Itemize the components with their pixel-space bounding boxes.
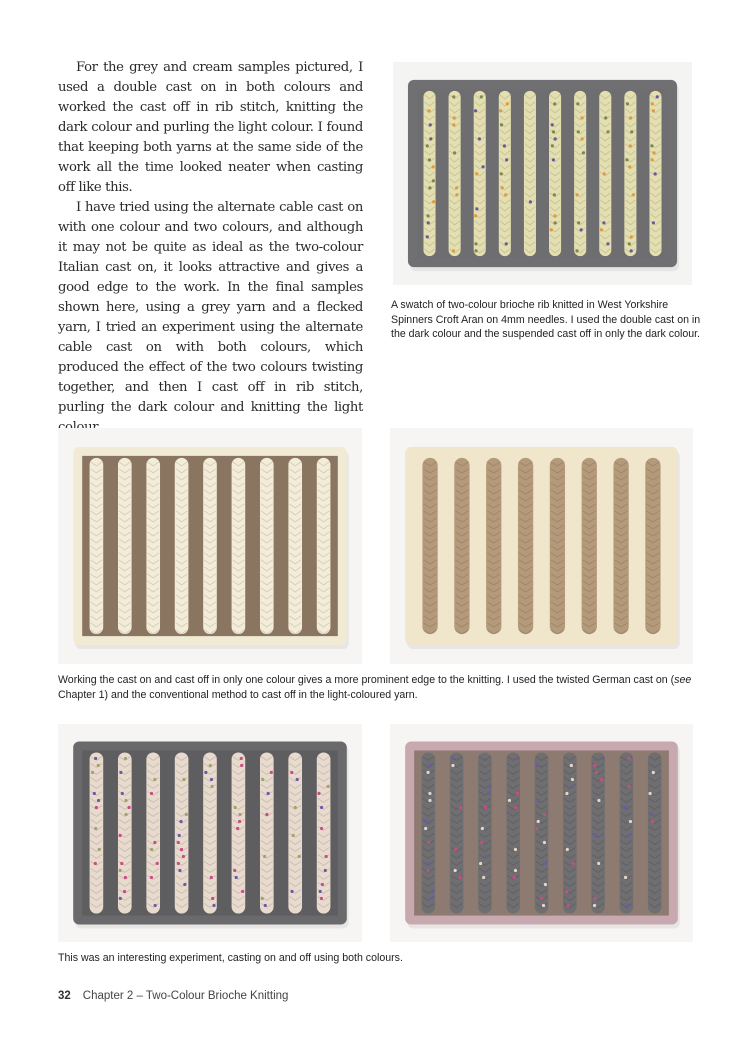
fleck <box>514 869 517 872</box>
fleck <box>551 144 554 147</box>
fleck <box>654 172 657 175</box>
fleck <box>594 834 597 837</box>
fleck <box>428 186 431 189</box>
swatch-drawing <box>393 62 692 285</box>
caption-middle <box>58 673 698 702</box>
fleck <box>455 186 458 189</box>
rib <box>563 752 577 913</box>
fleck <box>577 130 580 133</box>
fleck <box>506 102 509 105</box>
fleck <box>233 869 236 872</box>
fleck <box>292 834 295 837</box>
fleck <box>204 771 207 774</box>
rib <box>232 752 246 913</box>
fleck <box>458 876 461 879</box>
fleck <box>500 172 503 175</box>
fleck <box>320 827 323 830</box>
fleck <box>240 764 243 767</box>
rib <box>118 752 132 913</box>
fleck <box>474 249 477 252</box>
fleck <box>544 883 547 886</box>
fleck <box>119 869 122 872</box>
fleck <box>600 778 603 781</box>
fleck <box>150 876 153 879</box>
fleck <box>601 757 604 760</box>
fleck <box>119 771 122 774</box>
caption-text: Chapter 1) and the conventional method to cast off in the light-coloured yarn. <box>58 688 418 701</box>
fleck <box>487 792 490 795</box>
fleck <box>537 799 540 802</box>
caption-see: see <box>674 674 692 686</box>
fleck <box>320 897 323 900</box>
fleck <box>553 214 556 217</box>
fleck <box>581 137 584 140</box>
fleck <box>571 785 574 788</box>
fleck <box>270 771 273 774</box>
fleck <box>575 249 578 252</box>
fleck <box>426 214 429 217</box>
fleck <box>512 876 515 879</box>
fleck <box>432 165 435 168</box>
photo-swatch-brown-cream-back <box>390 428 693 664</box>
fleck <box>150 792 153 795</box>
rib <box>506 752 520 913</box>
fleck <box>565 890 568 893</box>
fleck <box>153 778 156 781</box>
fleck <box>649 792 652 795</box>
photo-swatch-grey-fleck-back <box>390 724 693 942</box>
fleck <box>153 841 156 844</box>
fleck <box>629 144 632 147</box>
fleck <box>628 165 631 168</box>
fleck <box>553 193 556 196</box>
fleck <box>624 876 627 879</box>
fleck <box>454 848 457 851</box>
photo-swatch-brown-cream-front <box>58 428 362 664</box>
fleck <box>290 890 293 893</box>
fleck <box>481 165 484 168</box>
caption-text: Working the cast on and cast off in only one colour gives a more prominent edge to the knitting. I used the twisted German cast on ( <box>58 674 675 686</box>
fleck <box>481 827 484 830</box>
fleck <box>124 876 127 879</box>
fleck <box>97 799 100 802</box>
fleck <box>626 102 629 105</box>
fleck <box>427 862 430 865</box>
fleck <box>320 806 323 809</box>
fleck <box>97 764 100 767</box>
fleck <box>428 792 431 795</box>
fleck <box>651 158 654 161</box>
rib <box>175 752 189 913</box>
page-footer <box>58 990 288 1002</box>
fleck <box>428 158 431 161</box>
fleck <box>94 862 97 865</box>
paragraph: For the grey and cream samples pictured, I used a double cast on in both colours and worked the cast off in rib stitch, knitting the dark colour and purling the light colour. I found that keeping both yarns at the same side of the work all the time looked neater when casting off like this. <box>58 60 363 195</box>
swatch-drawing <box>58 428 362 664</box>
rib <box>450 752 464 913</box>
fleck <box>95 806 98 809</box>
fleck <box>651 820 654 823</box>
fleck <box>426 771 429 774</box>
fleck <box>265 813 268 816</box>
fleck <box>182 778 185 781</box>
fleck <box>296 778 299 781</box>
fleck <box>479 862 482 865</box>
fleck <box>183 883 186 886</box>
photo-swatch-grey-fleck-front <box>58 724 362 942</box>
fleck <box>182 855 185 858</box>
fleck <box>424 827 427 830</box>
fleck <box>91 771 94 774</box>
fleck <box>429 137 432 140</box>
fleck <box>488 785 491 788</box>
fleck <box>238 820 241 823</box>
swatch-drawing <box>390 428 693 664</box>
fleck <box>210 876 213 879</box>
fleck <box>656 95 659 98</box>
fleck <box>625 158 628 161</box>
fleck <box>455 193 458 196</box>
fleck <box>570 764 573 767</box>
paragraph: I have tried using the alternate cable cast on with one colour and two colours, and although it may not be quite as ideal as the two-colour Italian cast on, it looks attractive and gives a good edge to the work. In the final samples shown here, using a grey yarn and a flecked yarn, I tried an experiment using the alternate cable cast on with both colours, which produced the effect of the two colours twisting together, and then I cast off in rib stitch, purling the dark colour and knitting the light <box>58 200 363 415</box>
fleck <box>484 806 487 809</box>
fleck <box>577 221 580 224</box>
swatch-drawing <box>390 724 693 942</box>
fleck <box>177 841 180 844</box>
fleck <box>500 123 503 126</box>
caption-swatch-top: A swatch of two-colour brioche rib knitted in West Yorkshire Spinners Croft Aran on 4mm needles. I used the double cast on in the dark colour and the suspended cast off in only the dark colour. <box>391 299 701 340</box>
fleck <box>290 771 293 774</box>
fleck <box>571 862 574 865</box>
fleck <box>537 820 540 823</box>
fleck <box>120 862 123 865</box>
fleck <box>119 897 122 900</box>
fleck <box>210 778 213 781</box>
fleck <box>123 890 126 893</box>
fleck <box>156 862 159 865</box>
swatch-body <box>414 456 669 636</box>
fleck <box>626 904 629 907</box>
rib <box>478 752 492 913</box>
fleck <box>482 876 485 879</box>
fleck <box>426 869 429 872</box>
fleck <box>93 792 96 795</box>
fleck <box>550 228 553 231</box>
fleck <box>178 869 181 872</box>
fleck <box>505 158 508 161</box>
rib <box>422 458 437 634</box>
fleck <box>624 806 627 809</box>
fleck <box>178 834 181 837</box>
fleck <box>606 242 609 245</box>
fleck <box>535 764 538 767</box>
fleck <box>480 841 483 844</box>
rib <box>550 458 565 634</box>
fleck <box>474 109 477 112</box>
rib <box>613 458 628 634</box>
fleck <box>261 897 264 900</box>
rib <box>582 458 597 634</box>
fleck <box>582 151 585 154</box>
fleck <box>475 172 478 175</box>
fleck <box>630 130 633 133</box>
fleck <box>535 827 538 830</box>
fleck <box>478 137 481 140</box>
fleck <box>325 855 328 858</box>
fleck <box>236 827 239 830</box>
fleck <box>298 855 301 858</box>
fleck <box>94 827 97 830</box>
fleck <box>505 242 508 245</box>
fleck <box>240 757 243 760</box>
fleck <box>554 137 557 140</box>
rib <box>146 752 160 913</box>
fleck <box>602 221 605 224</box>
fleck <box>453 151 456 154</box>
fleck <box>124 799 127 802</box>
fleck <box>454 869 457 872</box>
fleck <box>630 235 633 238</box>
fleck <box>453 116 456 119</box>
fleck <box>553 102 556 105</box>
fleck <box>651 102 654 105</box>
fleck <box>321 883 324 886</box>
fleck <box>567 904 570 907</box>
rib <box>486 458 501 634</box>
fleck <box>552 130 555 133</box>
fleck <box>649 813 652 816</box>
fleck <box>606 130 609 133</box>
fleck <box>459 806 462 809</box>
fleck <box>431 890 434 893</box>
fleck <box>627 757 630 760</box>
fleck <box>432 200 435 203</box>
fleck <box>652 151 655 154</box>
fleck <box>552 158 555 161</box>
fleck <box>212 904 215 907</box>
fleck <box>426 144 429 147</box>
rib <box>591 752 605 913</box>
fleck <box>267 792 270 795</box>
fleck <box>432 179 435 182</box>
fleck <box>241 890 244 893</box>
fleck <box>177 862 180 865</box>
fleck <box>127 806 130 809</box>
fleck <box>150 848 153 851</box>
fleck <box>627 834 630 837</box>
running-footer-chapter: Chapter 2 – Two-Colour Brioche Knitting <box>82 990 289 1002</box>
fleck <box>209 764 212 767</box>
fleck <box>452 249 455 252</box>
fleck <box>238 813 241 816</box>
fleck <box>119 834 122 837</box>
fleck <box>595 771 598 774</box>
fleck <box>499 109 502 112</box>
fleck <box>474 214 477 217</box>
fleck <box>452 757 455 760</box>
fleck <box>554 221 557 224</box>
swatch-drawing <box>58 724 362 942</box>
fleck <box>124 813 127 816</box>
fleck <box>632 193 635 196</box>
fleck <box>571 778 574 781</box>
fleck <box>565 792 568 795</box>
fleck <box>98 848 101 851</box>
rib <box>620 752 634 913</box>
fleck <box>580 116 583 119</box>
fleck <box>427 841 430 844</box>
fleck <box>317 792 320 795</box>
fleck <box>516 757 519 760</box>
fleck <box>597 862 600 865</box>
fleck <box>542 904 545 907</box>
fleck <box>426 235 429 238</box>
fleck <box>427 109 430 112</box>
rib <box>203 752 217 913</box>
fleck <box>124 757 127 760</box>
fleck <box>604 116 607 119</box>
fleck <box>154 904 157 907</box>
fleck <box>597 799 600 802</box>
fleck <box>424 820 427 823</box>
fleck <box>327 785 330 788</box>
rib <box>518 458 533 634</box>
rib <box>422 752 436 913</box>
fleck <box>261 778 264 781</box>
fleck <box>529 200 532 203</box>
fleck <box>566 848 569 851</box>
fleck <box>179 820 182 823</box>
fleck <box>540 897 543 900</box>
page-number: 32 <box>58 990 71 1002</box>
rib <box>645 458 660 634</box>
fleck <box>429 123 432 126</box>
fleck <box>474 242 477 245</box>
rib <box>288 752 302 913</box>
fleck <box>503 144 506 147</box>
rib <box>317 752 331 913</box>
fleck <box>652 221 655 224</box>
fleck <box>429 764 432 767</box>
fleck <box>603 172 606 175</box>
fleck <box>580 228 583 231</box>
fleck <box>593 897 596 900</box>
fleck <box>600 228 603 231</box>
body-text <box>58 58 363 438</box>
fleck <box>516 792 519 795</box>
fleck <box>324 869 327 872</box>
fleck <box>543 813 546 816</box>
fleck <box>210 785 213 788</box>
fleck <box>628 242 631 245</box>
photo-swatch-grey-flecked <box>393 62 692 285</box>
fleck <box>593 904 596 907</box>
rib <box>454 458 469 634</box>
caption-bottom: This was an interesting experiment, casting on and off using both colours. <box>58 952 403 964</box>
fleck <box>121 792 124 795</box>
rib <box>260 752 274 913</box>
fleck <box>485 855 488 858</box>
fleck <box>430 897 433 900</box>
fleck <box>504 193 507 196</box>
fleck <box>501 186 504 189</box>
fleck <box>593 764 596 767</box>
fleck <box>575 193 578 196</box>
fleck <box>508 799 511 802</box>
fleck <box>294 806 297 809</box>
fleck <box>628 785 631 788</box>
fleck <box>452 95 455 98</box>
fleck <box>544 862 547 865</box>
fleck <box>630 249 633 252</box>
fleck <box>650 144 653 147</box>
fleck <box>480 95 483 98</box>
rib <box>648 752 662 913</box>
fleck <box>514 848 517 851</box>
fleck <box>452 123 455 126</box>
fleck <box>211 897 214 900</box>
fleck <box>94 757 97 760</box>
fleck <box>185 813 188 816</box>
rib <box>535 752 549 913</box>
fleck <box>263 855 266 858</box>
rib <box>90 752 104 913</box>
fleck <box>427 221 430 224</box>
fleck <box>576 102 579 105</box>
fleck <box>234 806 237 809</box>
fleck <box>551 123 554 126</box>
fleck <box>652 771 655 774</box>
fleck <box>235 876 238 879</box>
fleck <box>428 799 431 802</box>
fleck <box>652 109 655 112</box>
fleck <box>319 890 322 893</box>
fleck <box>475 207 478 210</box>
fleck <box>514 806 517 809</box>
fleck <box>264 904 267 907</box>
fleck <box>451 764 454 767</box>
fleck <box>629 820 632 823</box>
fleck <box>629 116 632 119</box>
fleck <box>543 841 546 844</box>
fleck <box>180 848 183 851</box>
